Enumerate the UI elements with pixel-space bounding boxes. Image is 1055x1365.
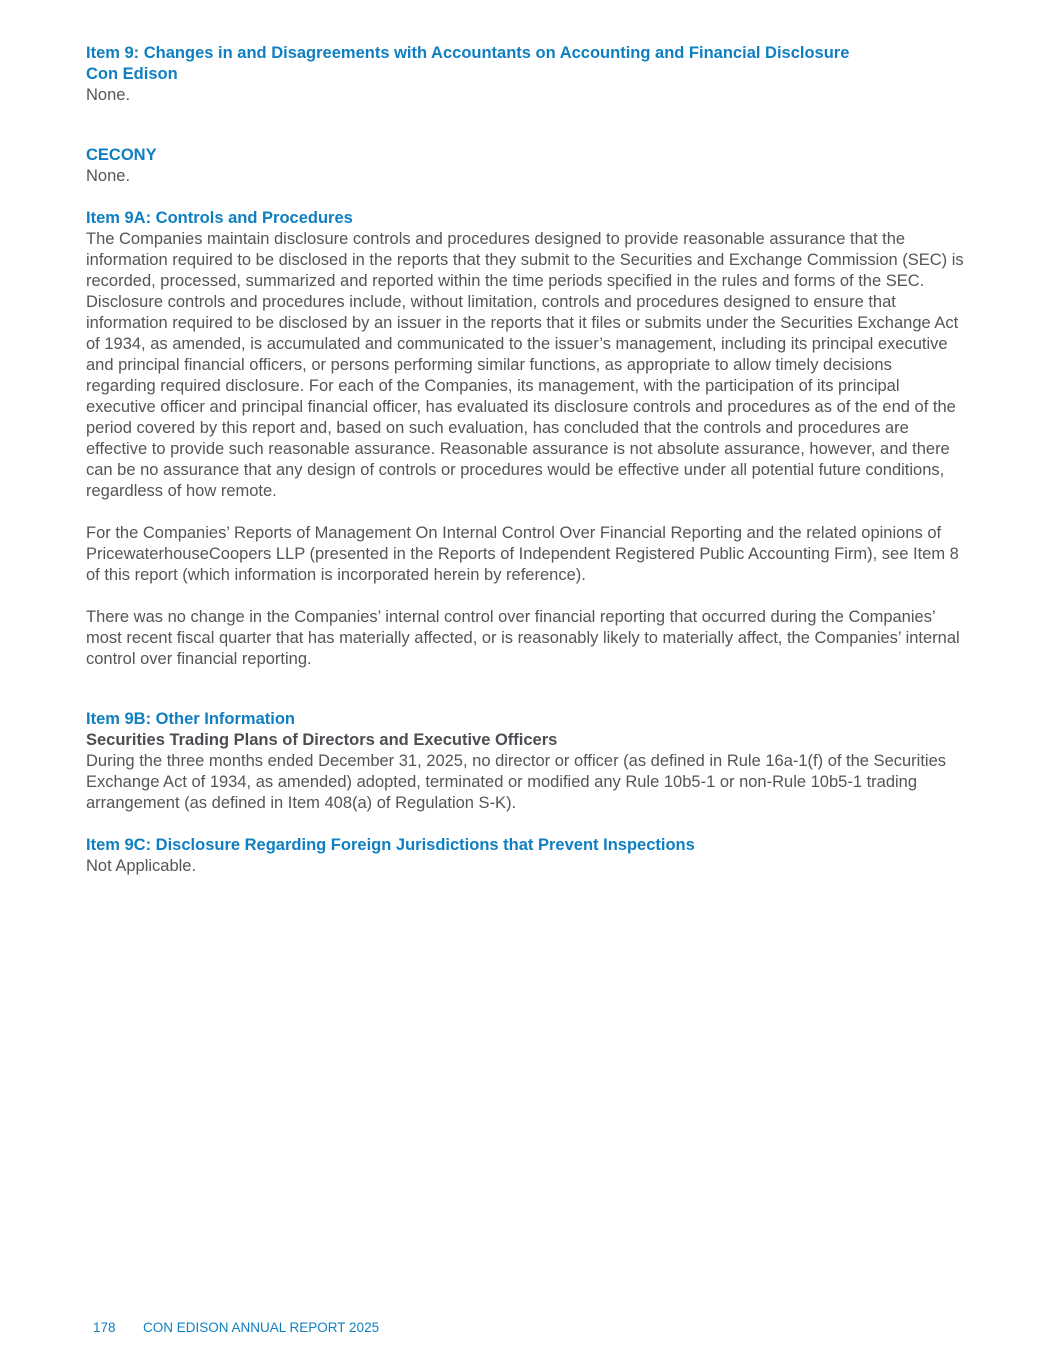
item9c-text: Not Applicable. <box>86 857 197 875</box>
spacer <box>86 187 966 208</box>
page-number: 178 <box>93 1320 116 1335</box>
page-footer <box>93 1319 379 1337</box>
item9a-paragraph-1: The Companies maintain disclosure controls and procedures designed to provide reasonable assurance that the information required to be disclosed in the reports that they submit to the Securities and Exchange Commission (SEC) is recorded, processed, summarized and reported within the time periods specified in the rules and forms of the SEC. Disclosure controls and procedures include, without limitation, controls and procedures designed to ensure that information required to be disclosed by an issuer in the reports that it files or submits under the Securities Exchange Act of 1934, as amended, is accumulated and communicated to the issuer’s management, including its principal executive and principal financial officers, or persons performing similar functions, as appropriate to allow timely decisions regarding required disclosure. For each of the Companies, its management, with the participation of its principal executive officer and principal financial officer, has evaluated its disclosure controls and procedures as of the end of the period covered by this report and, based on such evaluation, has concluded that the controls and procedures are effective to provide such reasonable assurance. Reasonable assurance is not absolute assurance, however, and there can be no assurance that any design of controls or procedures would be effective under all potential future conditions, regardless of how remote. <box>86 230 964 500</box>
item9b-heading: Item 9B: Other Information <box>86 710 296 728</box>
spacer <box>86 502 966 523</box>
item9a-paragraph-3: There was no change in the Companies’ internal control over financial reporting that occurred during the Companies’ most recent fiscal quarter that has materially affected, or is reasonably likely to materially affect, the Companies’ internal control over financial reporting. <box>86 608 960 668</box>
item9c-heading: Item 9C: Disclosure Regarding Foreign Jurisdictions that Prevent Inspections <box>86 836 695 854</box>
item9a-heading: Item 9A: Controls and Procedures <box>86 209 353 227</box>
document-body <box>86 43 966 877</box>
item9b-subheading: Securities Trading Plans of Directors and Executive Officers <box>86 731 558 749</box>
item9-heading: Item 9: Changes in and Disagreements with Accountants on Accounting and Financial Disclosure <box>86 44 850 62</box>
cecony-label: CECONY <box>86 146 157 164</box>
item9a-paragraph-2: For the Companies’ Reports of Management On Internal Control Over Financial Reporting and the related opinions of PricewaterhouseCoopers LLP (presented in the Reports of Independent Registered Public Accounting Firm), see Item 8 of this report (which information is incorporated herein by reference). <box>86 524 959 584</box>
spacer <box>86 106 966 145</box>
spacer <box>86 670 966 709</box>
cecony-text: None. <box>86 167 131 185</box>
con-edison-label: Con Edison <box>86 65 178 83</box>
report-title: CON EDISON ANNUAL REPORT 2025 <box>143 1320 380 1335</box>
spacer <box>86 814 966 835</box>
con-edison-text: None. <box>86 86 131 104</box>
item9b-text: During the three months ended December 31, 2025, no director or officer (as defined in Rule 16a-1(f) of the Securities Exchange Act of 1934, as amended) adopted, terminated or modified any Rule 10b5-1 or non-Rule 10b5-1 trading arrangement (as defined in Item 408(a) of Regulation S-K). <box>86 752 947 812</box>
spacer <box>86 586 966 607</box>
